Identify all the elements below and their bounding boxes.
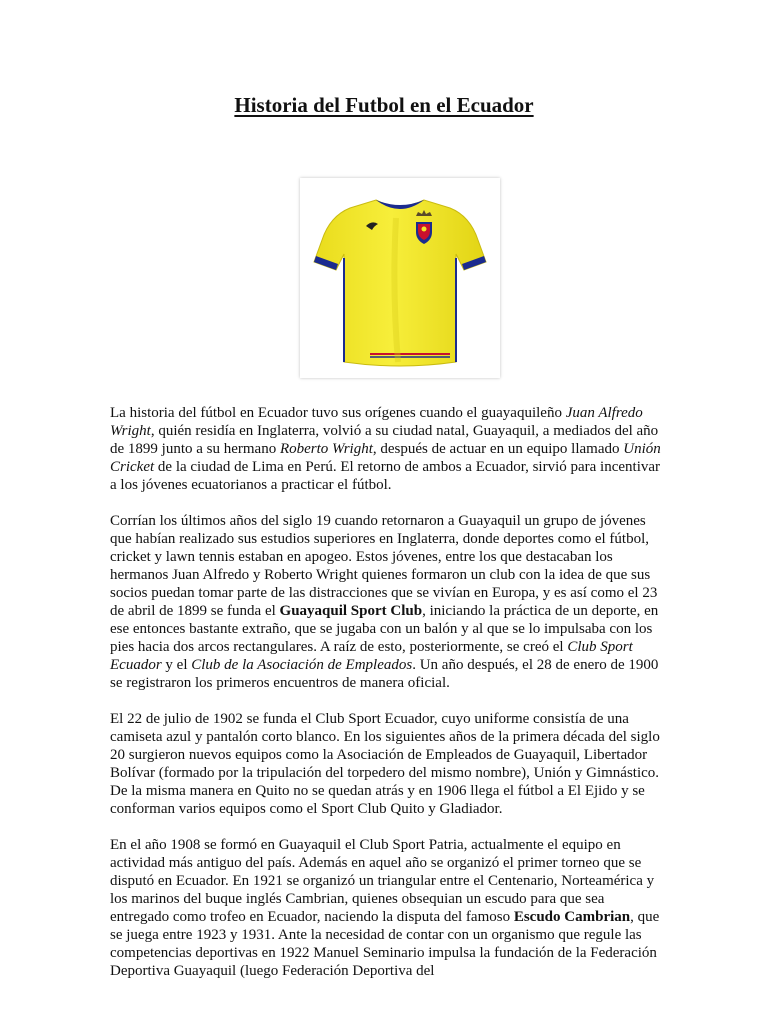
paragraph-text: . Un año después, el 28 de enero de 1900 se registraron los primeros encuentros de manera oficial. (110, 657, 659, 691)
paragraph-text: Corrían los últimos años del siglo 19 cuando retornaron a Guayaquil un grupo de jóvenes que habían realizado sus estudios superiores en Inglaterra, donde deportes como el fútbol, cricket y lawn tennis estaban en apogeo. Estos jóvenes, entre los que destacaban los hermanos Juan Alfredo y Roberto Wright quienes formaron un club con la idea de que sus socios puedan tomar parte de las distracciones que se vivían en Europa, y es así como el 23 de abril de 1899 se funda el (110, 513, 658, 619)
document-title: Historia del Futbol en el Ecuador (234, 93, 534, 117)
paragraph-1 (110, 404, 662, 494)
paragraph-text: En el año 1908 se formó en Guayaquil el Club Sport Patria, actualmente el equipo en actividad más antiguo del país. Además en aquel año se organizó el primer torneo que se disputó en Ecuador. En 1921 se organizó un triangular entre el Centenario, Norteamérica y los marinos del buque inglés Cambrian, quienes obsequian un escudo para que sea entregado como trofeo en Ecuador, naciendo la disputa del famoso (110, 837, 655, 925)
club-name-bold: Guayaquil Sport Club (279, 603, 423, 619)
jersey-fold (394, 218, 398, 362)
paragraph-text: , iniciando la práctica de un deporte, en ese entonces bastante extraño, que se jugaba con un balón y al que se lo impulsaba con los pies hacia dos arcos rectangulares. A raíz de esto, posteriormente, se creó el (110, 603, 659, 655)
trophy-name-bold: Escudo Cambrian (513, 909, 631, 925)
paragraph-text: , que se juega entre 1923 y 1931. Ante la necesidad de contar con un organismo que regule las competencias deportivas en 1922 Manuel Seminario impulsa la fundación de la Federación Deportiva Guayaquil (luego Federación Deportiva del (110, 909, 660, 979)
jersey-image (300, 178, 500, 378)
paragraph-text: La historia del fútbol en Ecuador tuvo sus orígenes cuando el guayaquileño (110, 405, 566, 421)
person-name-italic: Juan Alfredo Wright (110, 405, 643, 439)
paragraph-text: y el (161, 657, 192, 673)
paragraph-4 (110, 836, 662, 980)
person-name-italic: Roberto Wright (279, 441, 373, 457)
paragraph-text: , después de actuar en un equipo llamado (372, 441, 624, 457)
jersey-illustration (300, 178, 500, 378)
paragraph-text: de la ciudad de Lima en Perú. El retorno de ambos a Ecuador, sirvió para incentivar a los jóvenes ecuatorianos a practicar el fútbol. (110, 459, 661, 493)
ecuador-crest (416, 210, 432, 244)
article-body (110, 404, 662, 998)
club-name-italic: Club Sport Ecuador (110, 639, 633, 673)
paragraph-text: El 22 de julio de 1902 se funda el Club Sport Ecuador, cuyo uniforme consistía de una camiseta azul y pantalón corto blanco. En los siguientes años de la primera década del siglo 20 surgieron nuevos equipos como la Asociación de Empleados de Guayaquil, Libertador Bolívar (formado por la tripulación del torpedero del mismo nombre), Unión y Gimnástico. De la misma manera en Quito no se quedan atrás y en 1906 llega el fútbol a El Ejido y se conforman varios equipos como el Sport Club Quito y Gladiador. (110, 711, 660, 817)
paragraph-2 (110, 512, 662, 692)
paragraph-text: , quién residía en Inglaterra, volvió a su ciudad natal, Guayaquil, a mediados del año de 1899 junto a su hermano (110, 423, 659, 457)
team-name-italic: Unión Cricket (110, 441, 661, 475)
club-name-italic: Club de la Asociación de Empleados (191, 657, 413, 673)
paragraph-3 (110, 710, 662, 818)
